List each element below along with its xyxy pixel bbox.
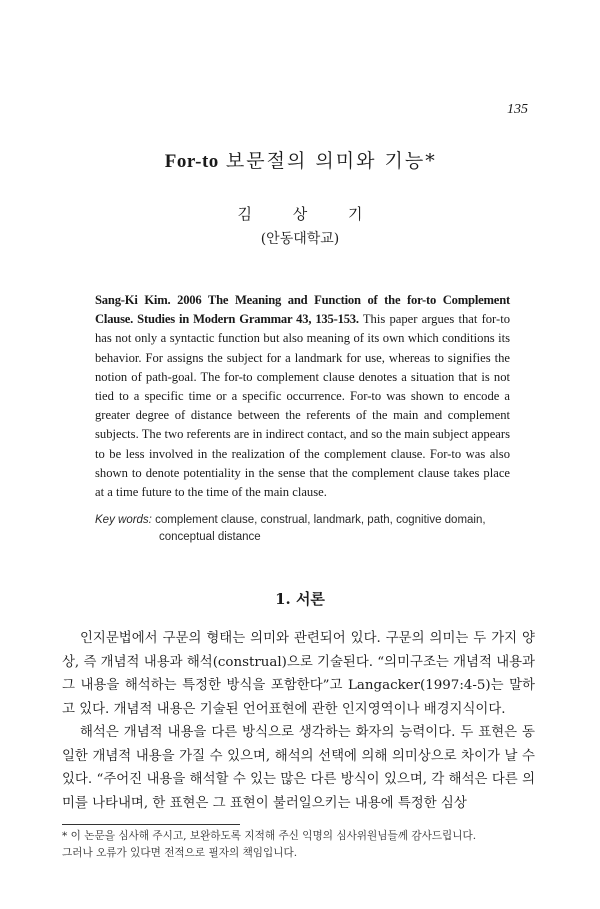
page-number: 135 [507, 102, 528, 117]
body-paragraph: 해석은 개념적 내용을 다른 방식으로 생각하는 화자의 능력이다. 두 표현은 동일한 개념적 내용을 가질 수 있으며, 해석의 선택에 의해 의미상으로 차이가 날 수 있다. “주어진 내용을 해석할 수 있는 많은 다른 방식이 있으며, 각 해석은 다른 의미를 나타내며, 한 표현은 그 표현이 불러일으키는 내용에 특정한 심상 [62, 725, 535, 811]
keywords [95, 512, 515, 546]
abstract-text: This paper argues that for-to has not only a syntactic function but also meaning of its own which conditions its behavior. For assigns the subject for a landmark for use, whereas to signifies the notion of path-goal. The for-to complement clause denotes a situation that is not tied to a specific time or a specific occurrence. For-to was shown to encode a greater degree of distance between the referents of the main and complement subjects. The two referents are in indirect contact, and so the main subject appears to be less involved in the realization of the complement clause. For-to was also shown to denote potentiality in the sense that the complement clause takes place at a time future to the time of the main clause. [95, 312, 510, 500]
keywords-label: Key words: [95, 514, 152, 526]
paper-title [0, 146, 600, 173]
title-english: For-to [164, 151, 219, 172]
author-affiliation: (안동대학교) [260, 231, 340, 247]
footnote-divider [62, 824, 240, 825]
abstract-citation: Sang-Ki Kim. 2006 The Meaning and Function of the for-to Complement Clause. Studies in Modern Grammar 43, 135-153. [95, 293, 510, 327]
footnote-line: * 이 논문을 심사해 주시고, 보완하도록 지적해 주신 익명의 심사위원님들께 감사드립니다. [62, 830, 477, 842]
section-heading: 1. 서론 [275, 590, 325, 608]
abstract [95, 291, 510, 502]
author-name: 김 상 기 [237, 205, 381, 223]
footnote-line: 그러나 오류가 있다면 전적으로 필자의 책임입니다. [62, 847, 298, 859]
keywords-line2: conceptual distance [159, 531, 261, 543]
keywords-line1: complement clause, construal, landmark, path, cognitive domain, [155, 514, 486, 526]
body-text [62, 627, 535, 815]
footnote [62, 828, 542, 862]
title-korean: 보문절의 의미와 기능 [225, 150, 426, 172]
title-footnote-mark: * [425, 150, 436, 172]
body-paragraph: 인지문법에서 구문의 형태는 의미와 관련되어 있다. 구문의 의미는 두 가지 양상, 즉 개념적 내용과 해석(construal)으로 기술된다. “의미구조는 개념적 내용과 그 내용을 해석하는 특정한 방식을 포함한다”고 Langacker(1997:4-5)는 말하고 있다. 개념적 내용은 기술된 언어표현에 관한 인지영역이나 배경지식이다. [62, 631, 535, 717]
